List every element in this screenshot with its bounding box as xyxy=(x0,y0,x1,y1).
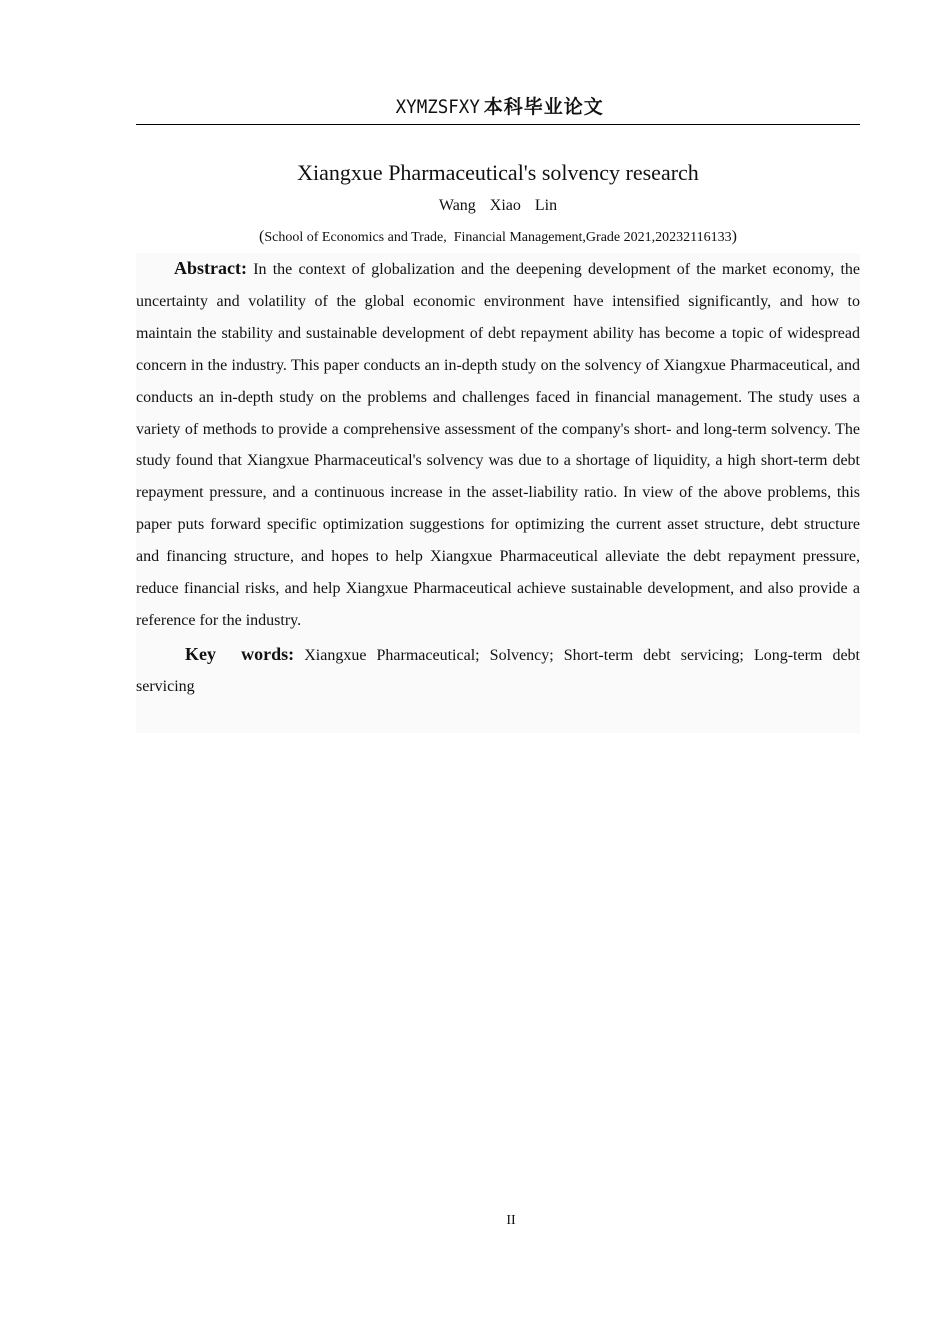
affiliation-close-paren: ) xyxy=(731,228,737,245)
author-name: Wang Xiao Lin xyxy=(438,197,558,214)
header-thesis-type: 本科毕业论文 xyxy=(483,96,604,118)
abstract-body: In the context of globalization and the deepening development of the market economy, the uncertainty and volatility of the global economic environment have intensified significantly, and how to maintain the stability and sustainable development of debt repayment ability has become a topic of widespread concern in the industry. This paper conducts an in-depth study on the solvency of Xiangxue Pharmaceutical, and conducts an in-depth study on the problems and challenges faced in financial management. The study uses a variety of methods to provide a comprehensive assessment of the company's short- and long-term solvency. The study found that Xiangxue Pharmaceutical's solvency was due to a shortage of liquidity, a high short-term debt repayment pressure, and a continuous increase in the asset-liability ratio. In view of the above problems, this paper puts forward specific optimization suggestions for optimizing the current asset structure, debt structure and financing structure, and hopes to help Xiangxue Pharmaceutical alleviate the debt repayment pressure, reduce financial risks, and help Xiangxue Pharmaceutical achieve sustainable development, and also provide a reference for the industry. xyxy=(136,261,861,629)
abstract-paragraph xyxy=(136,253,860,637)
paper-affiliation xyxy=(136,226,860,249)
page-number: II xyxy=(506,1213,516,1228)
header-school-code: XYMZSFXY xyxy=(395,96,481,118)
keywords-body: Xiangxue Pharmaceutical; Solvency; Short-term debt servicing; Long-term debt servicing xyxy=(136,646,861,695)
running-header xyxy=(136,94,860,125)
abstract-section xyxy=(136,253,860,733)
abstract-label: Abstract: xyxy=(174,258,247,278)
affiliation-text: School of Economics and Trade, Financial Management,Grade 2021,20232116133 xyxy=(264,230,732,245)
keywords-paragraph xyxy=(136,639,860,702)
keywords-label: Key words: xyxy=(185,643,295,664)
paper-title: Xiangxue Pharmaceutical's solvency research xyxy=(297,160,699,185)
affiliation-open-paren: ( xyxy=(259,228,265,245)
paper-author xyxy=(136,195,860,217)
